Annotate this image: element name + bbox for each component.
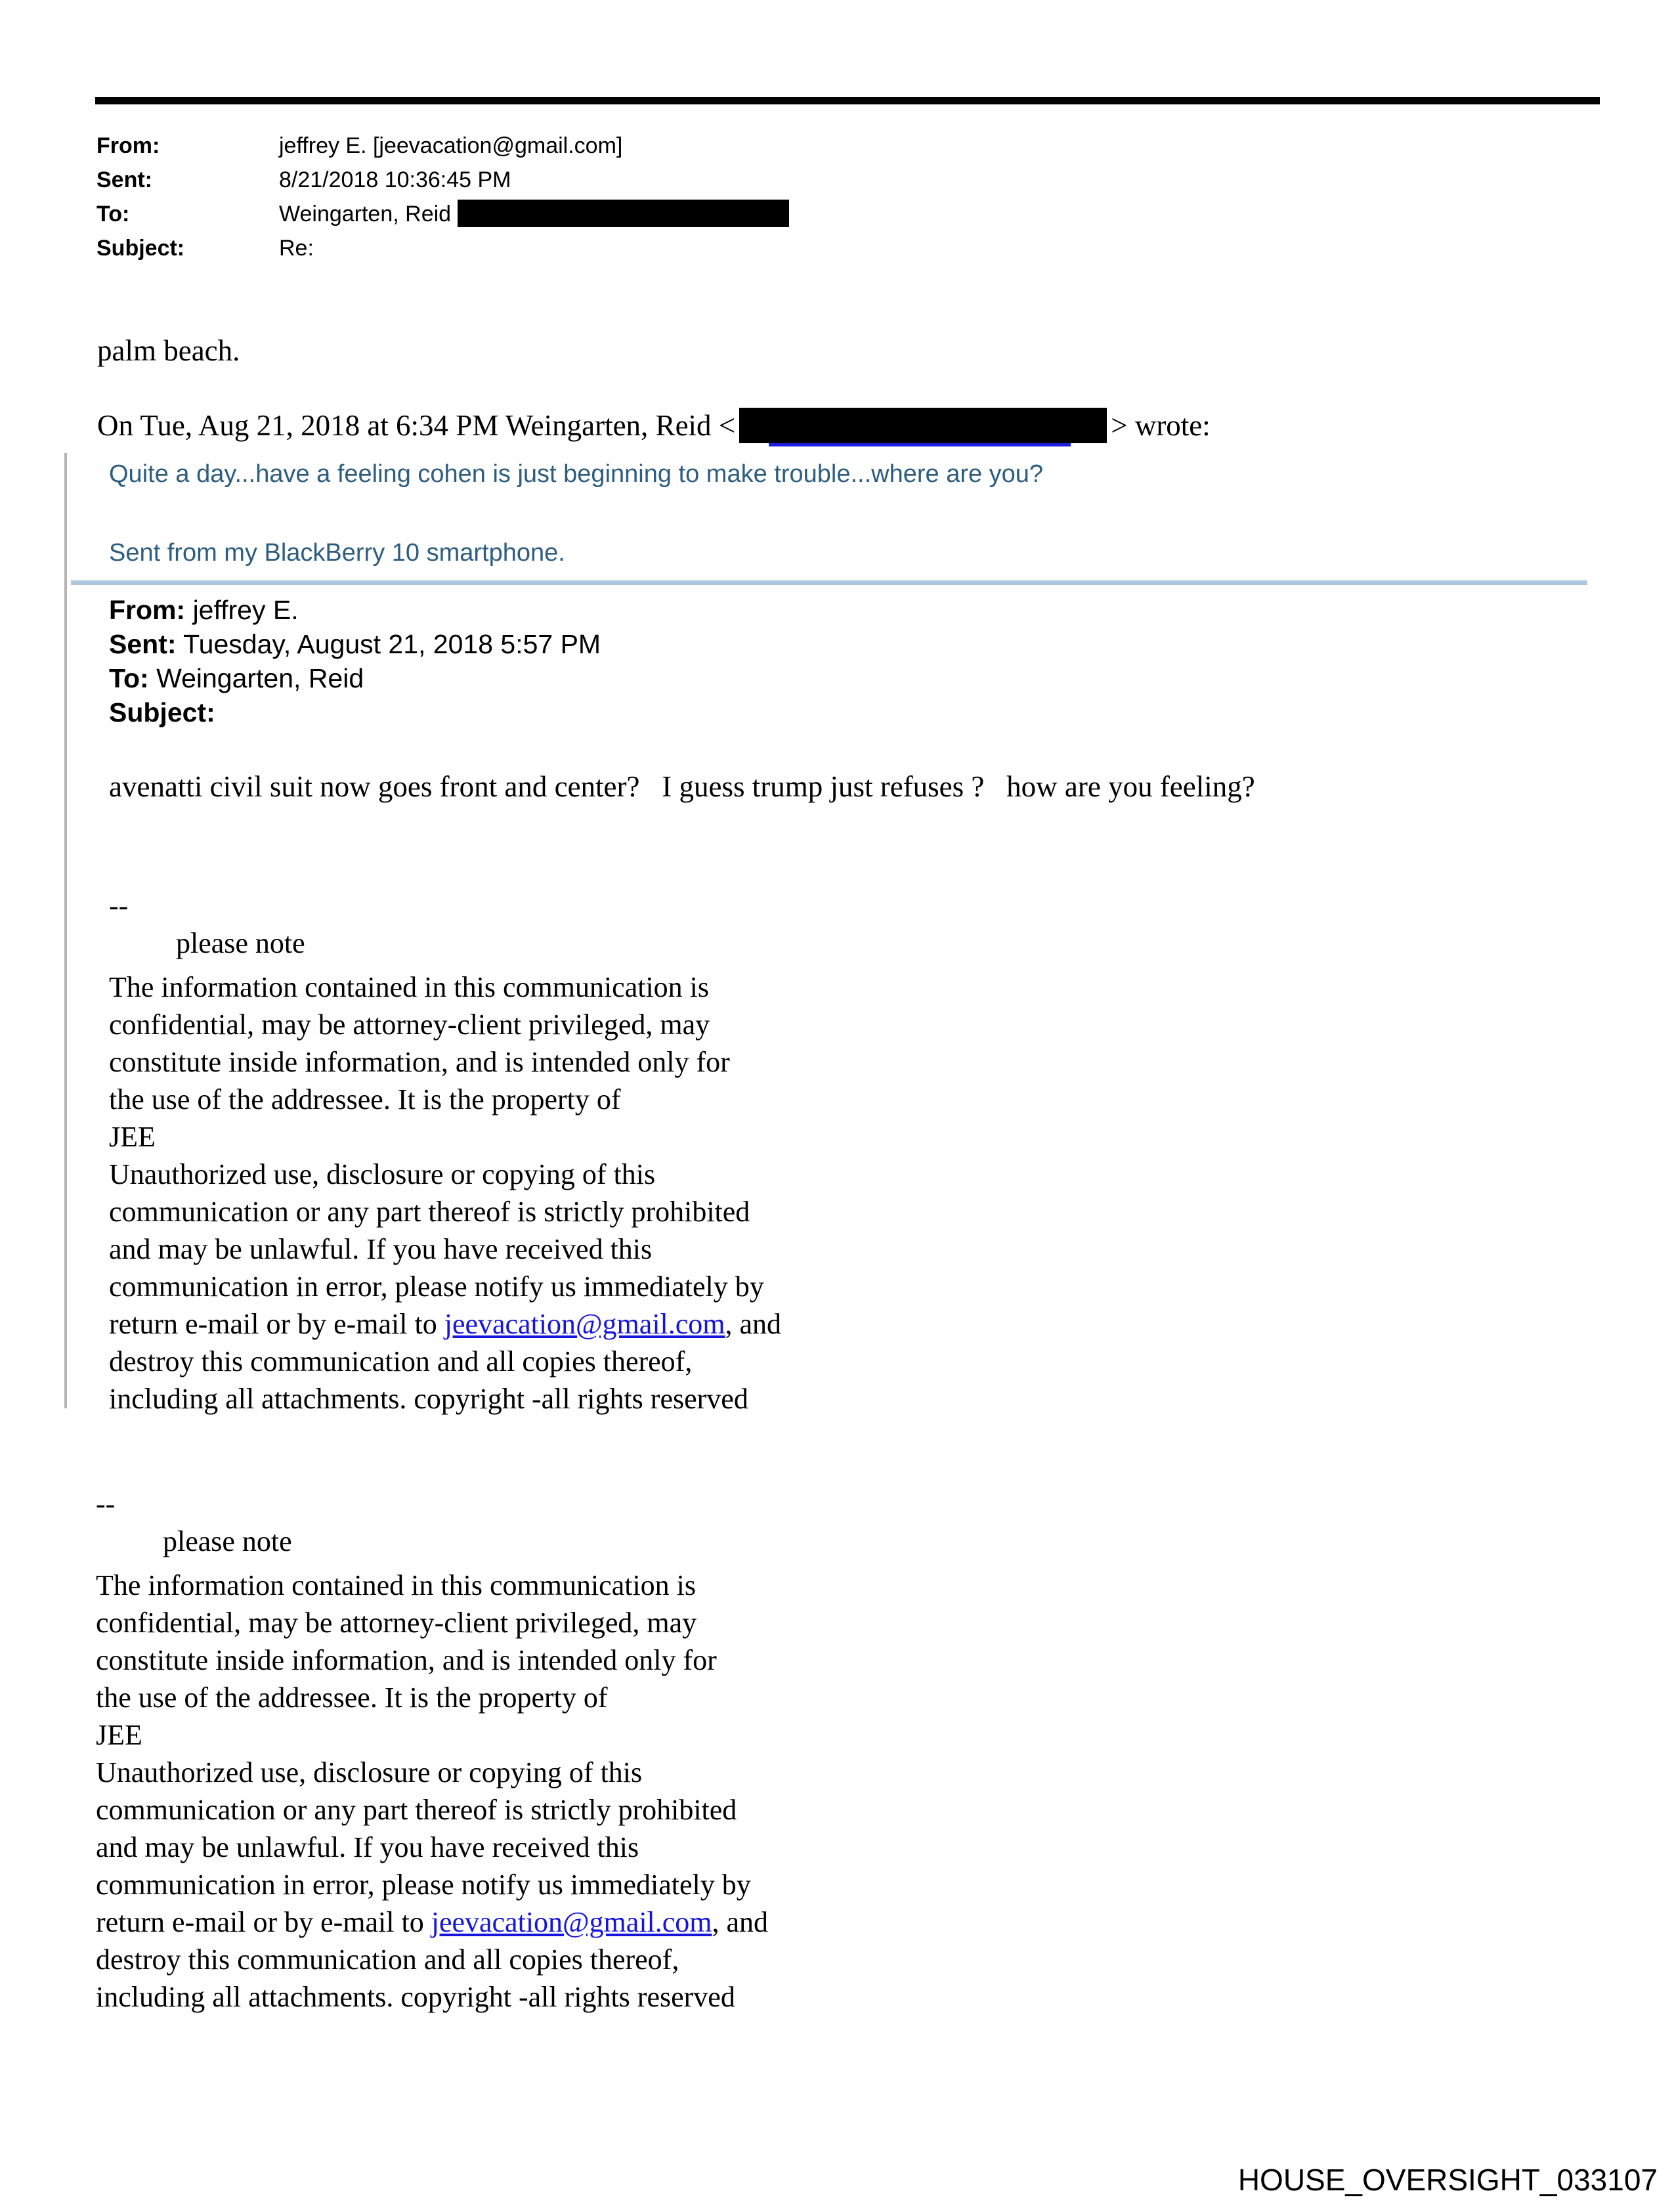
disclaimer-line: JEE bbox=[96, 1719, 142, 1751]
attribution-suffix: > wrote: bbox=[1111, 409, 1211, 442]
inner-to-label: To: bbox=[109, 663, 149, 693]
disclaimer-line: including all attachments. copyright -all rights reserved bbox=[109, 1383, 748, 1415]
disclaimer-link-line bbox=[109, 1305, 1614, 1343]
please-note-label: please note bbox=[163, 1525, 292, 1557]
from-label: From: bbox=[97, 133, 160, 158]
disclaimer-paragraph bbox=[96, 1567, 1081, 2016]
disclaimer-line: Unauthorized use, disclosure or copying of this bbox=[96, 1756, 643, 1789]
disclaimer-line: destroy this communication and all copies thereof, bbox=[109, 1345, 693, 1377]
header-top-rule bbox=[95, 97, 1600, 104]
disclaimer-link-line bbox=[96, 1903, 1081, 1941]
quoted-message-text: Quite a day...have a feeling cohen is just beginning to make trouble...where are you? bbox=[109, 460, 1044, 488]
link-line-suffix: , and bbox=[725, 1308, 782, 1340]
disclaimer-line: and may be unlawful. If you have received this bbox=[109, 1233, 653, 1265]
inner-sent-value: Tuesday, August 21, 2018 5:57 PM bbox=[183, 629, 601, 659]
disclaimer-line: communication in error, please notify us immediately by bbox=[109, 1270, 764, 1303]
header-divider-rule bbox=[71, 580, 1587, 585]
message-body-line: avenatti civil suit now goes front and center? I guess trump just refuses ? how are you feeling? bbox=[109, 770, 1255, 803]
disclaimer-line: confidential, may be attorney-client privileged, may bbox=[96, 1607, 697, 1639]
to-label: To: bbox=[97, 202, 130, 227]
disclaimer-line: including all attachments. copyright -all rights reserved bbox=[96, 1981, 735, 2013]
disclaimer-paragraph bbox=[109, 968, 1614, 1418]
inner-row-from bbox=[109, 593, 1614, 627]
email-address-link[interactable]: jeevacation@gmail.com bbox=[431, 1906, 712, 1938]
to-name: Weingarten, Reid bbox=[279, 202, 452, 227]
redaction-bar bbox=[458, 200, 789, 227]
disclaimer-line: destroy this communication and all copies thereof, bbox=[96, 1943, 679, 1976]
disclaimer-line: JEE bbox=[109, 1121, 156, 1153]
blackberry-signature: Sent from my BlackBerry 10 smartphone. bbox=[109, 539, 565, 567]
quote-attribution-line bbox=[97, 406, 1211, 445]
signature-dashes: -- bbox=[96, 1488, 116, 1520]
sender-disclaimer bbox=[96, 1485, 1081, 2016]
disclaimer-line: the use of the addressee. It is the property of bbox=[109, 1083, 621, 1116]
email-address-link[interactable]: jeevacation@gmail.com bbox=[444, 1308, 725, 1340]
disclaimer-line: communication or any part thereof is strictly prohibited bbox=[109, 1196, 750, 1228]
disclaimer-line: the use of the addressee. It is the property of bbox=[96, 1681, 608, 1714]
disclaimer-line: Unauthorized use, disclosure or copying of this bbox=[109, 1158, 656, 1190]
inner-row-subject bbox=[109, 695, 1614, 729]
from-value: jeffrey E. [jeevacation@gmail.com] bbox=[279, 133, 623, 158]
header-row-sent bbox=[97, 163, 789, 197]
sent-label: Sent: bbox=[97, 167, 152, 192]
link-line-prefix: return e-mail or by e-mail to bbox=[96, 1906, 431, 1938]
to-value bbox=[279, 197, 789, 231]
disclaimer-line: communication or any part thereof is strictly prohibited bbox=[96, 1794, 737, 1826]
disclaimer-line: constitute inside information, and is intended only for bbox=[109, 1046, 730, 1078]
link-line-prefix: return e-mail or by e-mail to bbox=[109, 1308, 444, 1340]
inner-to-value: Weingarten, Reid bbox=[156, 663, 364, 693]
link-line-suffix: , and bbox=[712, 1906, 769, 1938]
disclaimer-line: confidential, may be attorney-client privileged, may bbox=[109, 1008, 710, 1041]
inner-row-sent bbox=[109, 627, 1614, 661]
inner-row-to bbox=[109, 661, 1614, 695]
disclaimer-line: The information contained in this communication is bbox=[96, 1569, 697, 1601]
inner-subject-label: Subject: bbox=[109, 697, 215, 727]
subject-value: Re: bbox=[279, 236, 314, 261]
sent-value: 8/21/2018 10:36:45 PM bbox=[279, 167, 511, 192]
quoted-reply-block bbox=[64, 453, 1614, 1415]
disclaimer-line: constitute inside information, and is intended only for bbox=[96, 1644, 717, 1676]
inner-sent-label: Sent: bbox=[109, 629, 177, 659]
inner-from-label: From: bbox=[109, 595, 186, 625]
inner-from-value: jeffrey E. bbox=[192, 595, 299, 625]
please-note-label: please note bbox=[176, 927, 305, 959]
message-opening-line: palm beach. bbox=[97, 334, 240, 367]
disclaimer-line: and may be unlawful. If you have received this bbox=[96, 1831, 639, 1863]
email-header bbox=[97, 129, 789, 265]
signature-dashes: -- bbox=[109, 890, 129, 922]
quoted-disclaimer bbox=[109, 887, 1614, 1418]
header-row-to bbox=[97, 197, 789, 231]
attribution-prefix: On Tue, Aug 21, 2018 at 6:34 PM Weingarten, Reid < bbox=[97, 409, 736, 442]
redaction-bar-email bbox=[739, 408, 1107, 443]
subject-label: Subject: bbox=[97, 236, 185, 261]
disclaimer-line: communication in error, please notify us immediately by bbox=[96, 1869, 751, 1901]
header-row-subject bbox=[97, 231, 789, 265]
header-row-from bbox=[97, 129, 789, 163]
bates-stamp: HOUSE_OVERSIGHT_033107 bbox=[1237, 2163, 1658, 2197]
disclaimer-line: The information contained in this communication is bbox=[109, 971, 710, 1003]
inner-email-header bbox=[109, 593, 1614, 729]
